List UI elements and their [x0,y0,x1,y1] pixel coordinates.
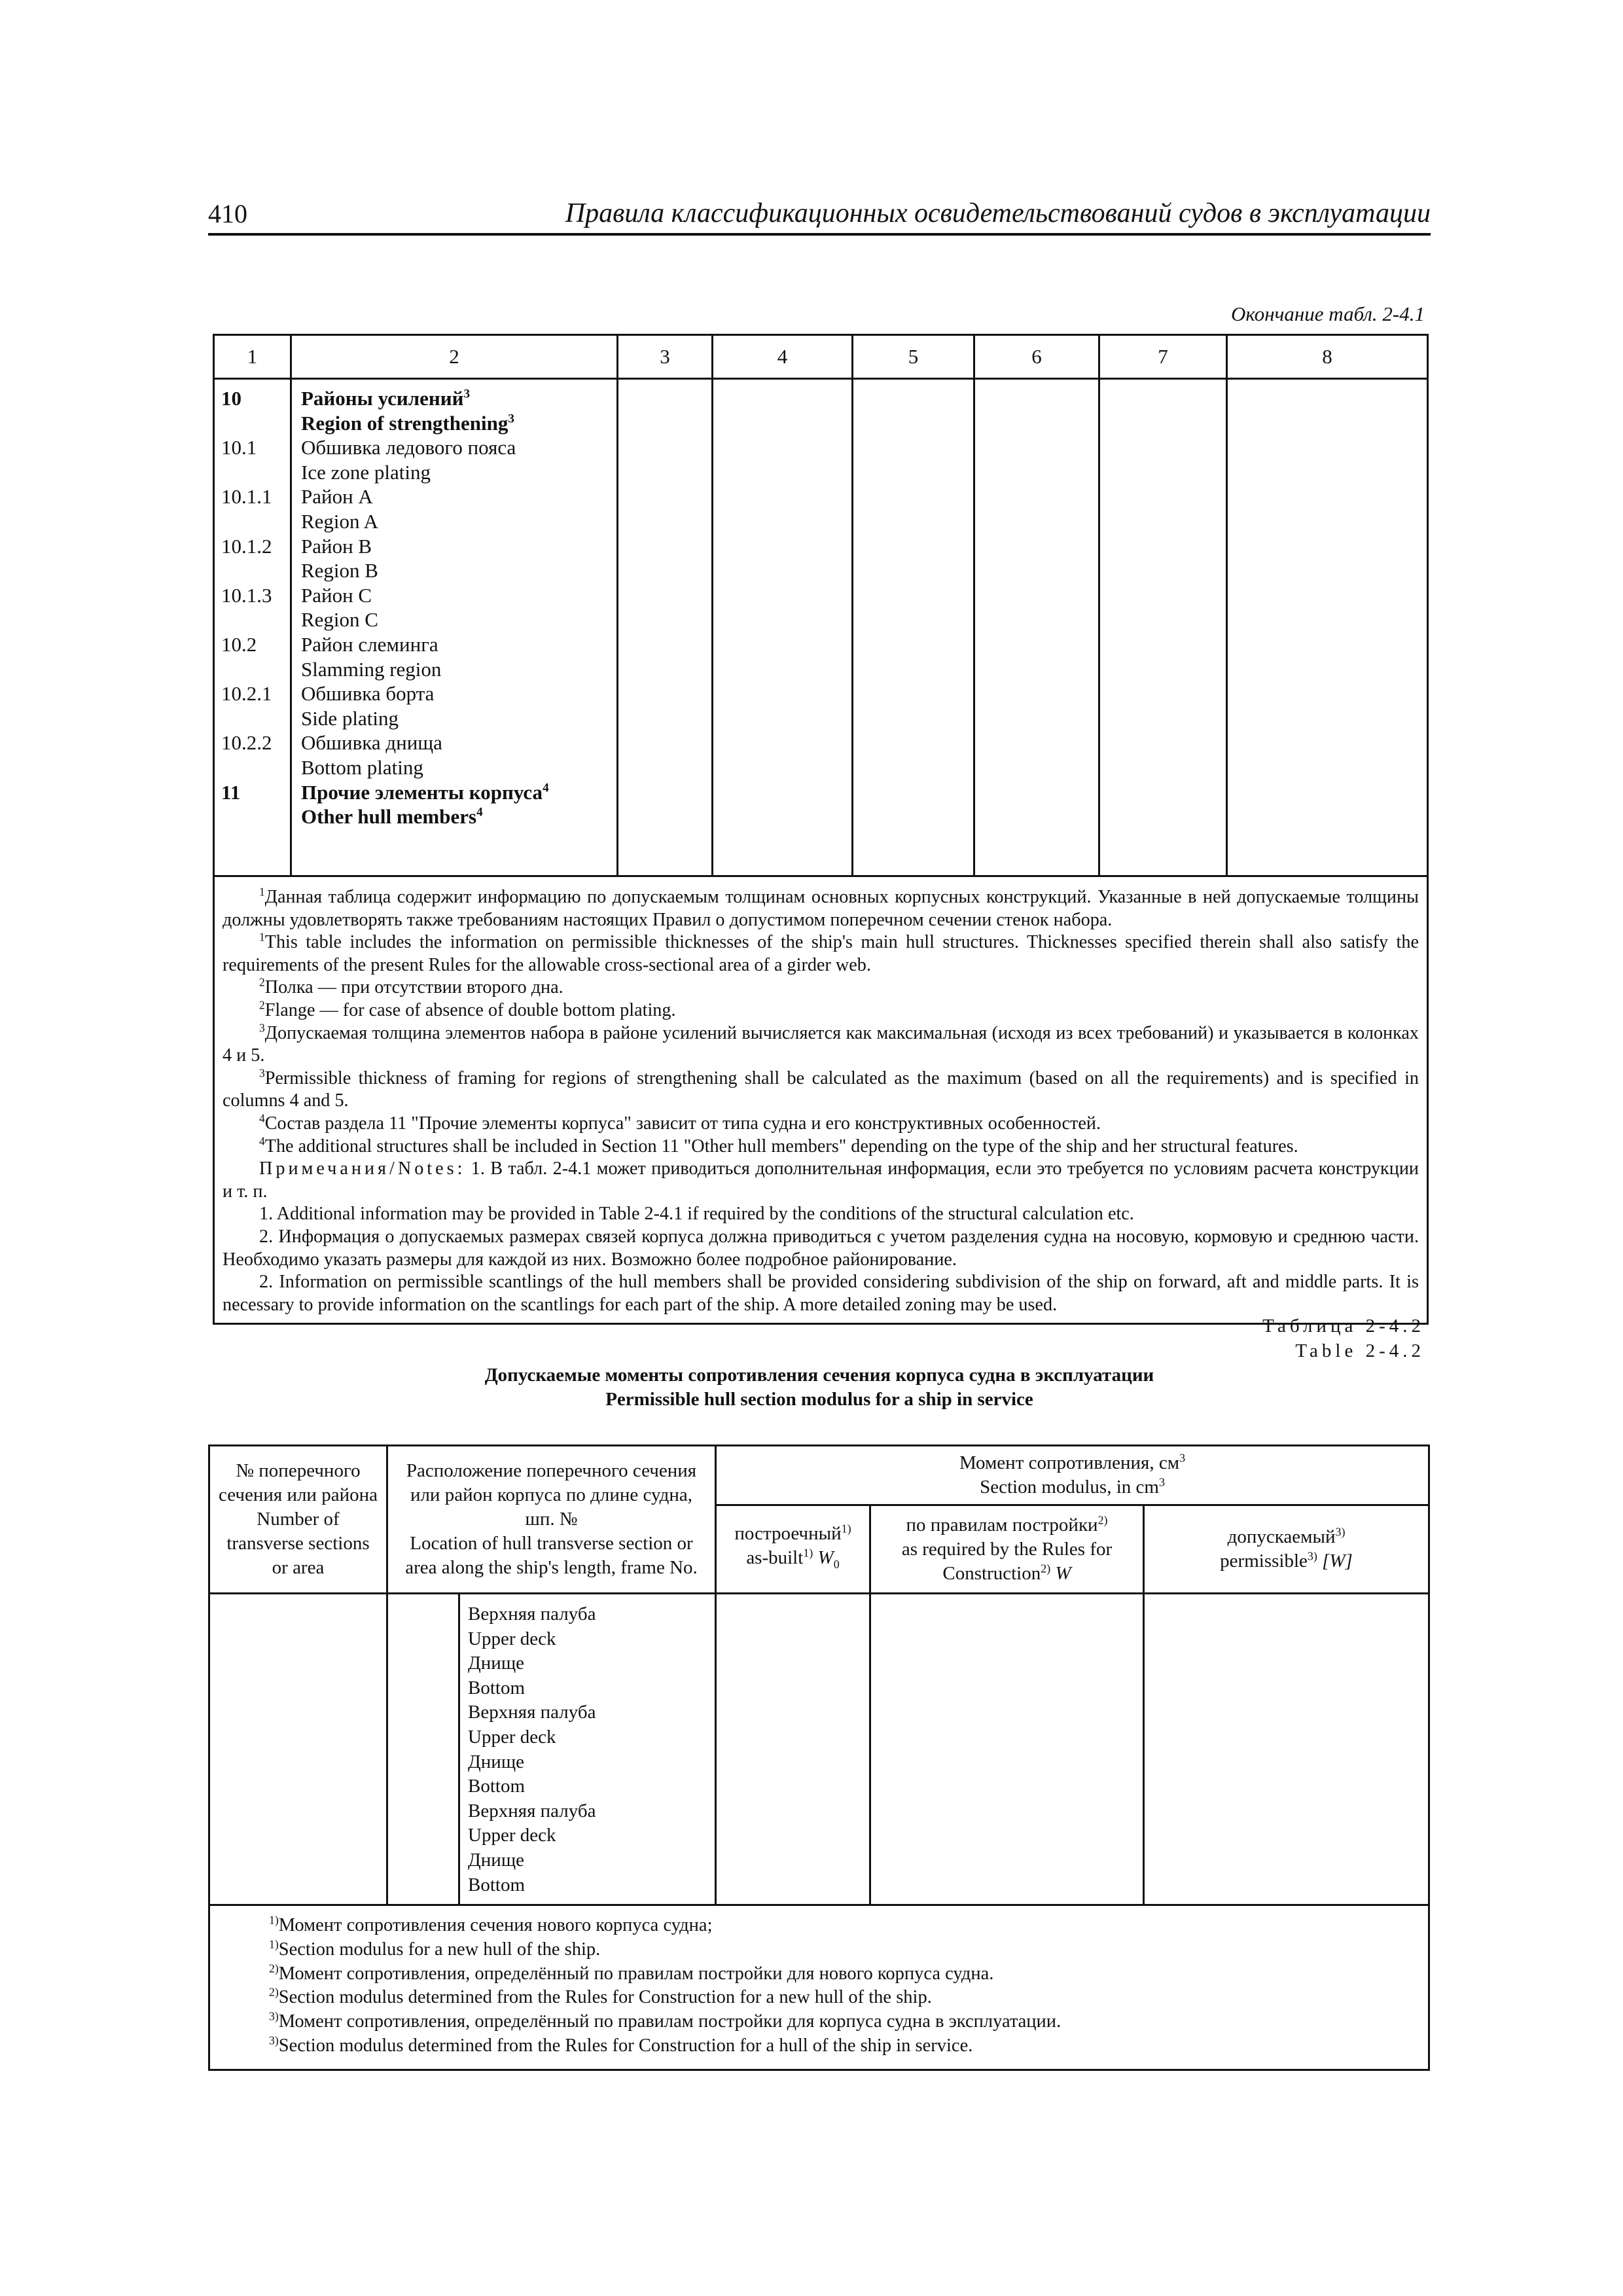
remarks-paragraph [223,1158,1419,1203]
row-number-spacer [215,460,290,485]
footnote-paragraph [217,1986,1421,2010]
row-name-en [292,755,616,780]
footnote-paragraph [217,1962,1421,1986]
row-name-en [292,509,616,534]
thickness-table [213,334,1429,1325]
row-name-ru [292,534,616,559]
row-name-en-text: Region B [301,559,378,583]
footnote-text: Section modulus for a new hull of the ship. [278,1939,601,1960]
footnote-mark: 2) [269,1962,279,1975]
table-body-row [209,1594,1429,1905]
footnote-mark: 1 [259,885,265,899]
table-title-ru: Допускаемые моменты сопротивления сечения корпуса судна в эксплуатации [484,1365,1154,1386]
deck-item: Bottom [468,1776,526,1797]
deck-item: Верхняя палуба [468,1702,596,1723]
row-name-en [292,804,616,829]
header-line: area along the ship's length, frame No. [405,1557,698,1578]
footnote-mark: 4 [259,1111,265,1125]
notes-row [214,876,1428,1324]
page-number: 410 [208,199,247,228]
empty-cell [716,1594,870,1905]
empty-cell [209,1594,387,1905]
row-name-ru-text: Обшивка ледового пояса [301,436,516,459]
deck-item: Днище [468,1653,525,1674]
footnote-mark: 2 [259,998,265,1012]
row-name-ru [292,435,616,460]
footnote-text: Section modulus determined from the Rules for Construction for a new hull of the ship. [278,1987,932,2008]
empty-cell [713,379,853,876]
footnote-mark: 3 [463,387,471,401]
row-name-en-text: Region A [301,509,378,533]
footnote-mark: 2) [269,1985,279,1999]
section-number-header [209,1446,387,1594]
deck-item: Upper deck [468,1726,556,1748]
note-text: Полка — при отсутствии второго дна. [264,977,563,998]
row-name-en [292,460,616,485]
row-name-ru [292,632,616,657]
as-built-header: построечный$^{1)}$ as-built$^{1)}$ $W_0$ [716,1505,870,1594]
table-number-ru: Таблица 2-4.2 [1262,1316,1425,1336]
note-paragraph [223,886,1419,931]
footnote-paragraph [217,2010,1421,2034]
empty-cell [1144,1594,1429,1905]
location-header [387,1446,716,1594]
note-text: Flange — for case of absence of double bottom plating. [264,999,676,1020]
row-number-spacer [215,411,290,436]
note-paragraph [223,931,1419,977]
footnote-mark: 4 [543,781,549,795]
footnote-mark: 2 [259,975,265,989]
footnotes-cell [209,1905,1429,2070]
column-header: 2 [291,335,618,379]
note-text: Допускаемая толщина элементов набора в районе усилений вычисляется как максимальная (исходя из всех требований) и указывается в колонках 4 и 5. [223,1022,1419,1066]
footnote-paragraph [217,1914,1421,1938]
rules-header: по правилам постройки$^{2)}$ as required by the Rules for Construction$^{2)}$ W [870,1505,1144,1594]
header-line: Расположение поперечного сечения [406,1460,697,1481]
empty-cell [618,379,713,876]
column-header: 7 [1099,335,1227,379]
running-header [208,196,1431,236]
table-continuation-label: Окончание табл. 2-4.1 [1231,302,1425,325]
header-line: transverse sections [226,1533,370,1554]
deck-item: Upper deck [468,1628,556,1649]
footnote-mark: 3 [259,1021,265,1035]
row-number-spacer [215,607,290,632]
footnotes-row [209,1905,1429,2070]
header-line: Number of [257,1509,340,1530]
row-name-ru [292,386,616,411]
footnote-mark: 3) [269,2034,279,2047]
row-number-spacer [215,804,290,829]
note-text: Состав раздела 11 "Прочие элементы корпуса" зависит от типа судна и его конструктивных особенностей. [264,1113,1101,1134]
empty-cell [387,1594,459,1905]
row-number-spacer [215,509,290,534]
row-name-en [292,558,616,583]
empty-cell [1227,379,1428,876]
row-name-en [292,607,616,632]
footnote-mark: 3) [269,2009,279,2023]
deck-item: Bottom [468,1677,526,1698]
remark-paragraph: 2. Информация о допускаемых размерах связей корпуса должна приводиться с учетом разделения судна на носовую, кормовую и среднюю части. Необходимо указать размеры для каждой из них. Возможно более подробное районирование. [223,1226,1419,1270]
header-line: Location of hull transverse section or [410,1533,693,1554]
row-name-ru-text: Район C [301,583,372,607]
row-number: 10.1 [221,436,257,459]
footnote-text: Момент сопротивления сечения нового корпуса судна; [278,1915,713,1935]
column-header: 8 [1227,335,1428,379]
footnote-mark: 4 [259,1134,265,1148]
footnote-mark: 1) [269,1937,279,1951]
row-name-ru [292,780,616,805]
row-number: 10.1.2 [221,534,272,558]
row-number: 10 [221,387,241,410]
row-number-spacer [215,657,290,682]
row-name-ru-text: Район A [301,485,373,509]
row-name-ru-text: Прочие элементы корпуса [301,780,543,804]
column-header: 6 [974,335,1099,379]
row-name-ru-text: Район B [301,534,372,558]
row-name-ru-text: Обшивка днища [301,731,442,755]
footnote-mark: 1) [269,1913,279,1927]
remark-paragraph: 1. Additional information may be provided in Table 2-4.1 if required by the conditions of the structural calculation etc. [259,1204,1134,1225]
row-name-ru-text: Район слеминга [301,632,438,656]
note-text: Данная таблица содержит информацию по допускаемым толщинам основных корпусных конструкций. Указанные в ней допускаемые толщины должны удовлетворять также требованиям настоящих Правил о допустимом поперечном сечении стенок набора. [223,887,1419,930]
row-number-spacer [215,706,290,731]
table-header-row [209,1446,1429,1505]
header-line: шп. № [525,1509,578,1530]
header-line: сечения или района [218,1484,378,1505]
footnote-text: Section modulus determined from the Rules for Construction for a hull of the ship in service. [278,2035,973,2056]
empty-cell [974,379,1099,876]
footnote-text: Момент сопротивления, определённый по правилам постройки для корпуса судна в эксплуатации. [278,2011,1061,2032]
row-name-ru [292,583,616,608]
header-line: № поперечного [236,1460,361,1481]
deck-item: Верхняя палуба [468,1800,596,1821]
row-name-en-text: Slamming region [301,657,442,681]
empty-cell [1099,379,1227,876]
empty-cell [853,379,974,876]
running-title: Правила классификационных освидетельствований судов в эксплуатации [565,198,1431,228]
header-line: или район корпуса по длине судна, [410,1484,693,1505]
column-header: 4 [713,335,853,379]
deck-item: Днище [468,1849,525,1871]
footnote-mark: 3 [259,1066,265,1080]
item-name-cell [291,379,618,876]
table-title-en: Permissible hull section modulus for a ship in service [605,1389,1033,1410]
note-paragraph [223,977,1419,999]
row-number: 10.2.1 [221,682,272,706]
table-number-en: Table 2-4.2 [1295,1340,1425,1361]
column-header: 1 [214,335,291,379]
remark-text: 1. В табл. 2-4.1 может приводиться дополнительная информация, если это требуется по условиям расчета конструкции и т. п. [223,1158,1419,1202]
footnote-text: Момент сопротивления, определённый по правилам постройки для нового корпуса судна. [278,1963,994,1984]
table-footnotes [210,1906,1428,2069]
row-number-spacer [215,755,290,780]
deck-item: Днище [468,1751,525,1772]
section-modulus-group-header: Момент сопротивления, $см^3$ Section modulus, in $cm^3$ [716,1446,1429,1505]
footnote-mark: 3 [508,412,514,426]
note-paragraph [223,999,1419,1022]
row-name-en-text: Ice zone plating [301,460,431,484]
footnote-paragraph [217,2034,1421,2058]
table-body-row [214,379,1428,876]
empty-cell [870,1594,1144,1905]
permissible-header: допускаемый$^{3)}$ permissible$^{3)}$ [W] [1144,1505,1429,1594]
row-number: 10.2 [221,632,257,656]
row-number: 11 [221,780,241,804]
footnote-mark: 4 [476,805,483,819]
row-name-en [292,411,616,436]
footnote-paragraph [217,1938,1421,1962]
row-name-ru-text: Районы усилений [301,387,464,410]
note-text: Permissible thickness of framing for regions of strengthening shall be calculated as the maximum (based on all the requirements) and is specified in columns 4 and 5. [223,1067,1419,1111]
row-name-ru [292,681,616,706]
remark-paragraph: 2. Information on permissible scantlings of the hull members shall be provided considering subdivision of the ship on forward, aft and middle parts. It is necessary to provide information on the scantlings for each part of the ship. A more detailed zoning may be used. [223,1272,1419,1315]
column-header: 5 [853,335,974,379]
row-name-en-text: Region of strengthening [301,411,508,435]
note-text: This table includes the information on permissible thicknesses of the ship's main hull structures. Thicknesses specified therein shall also satisfy the requirements of the present Rules for the allowable cross-sectional area of a girder web. [223,932,1419,975]
column-header: 3 [618,335,713,379]
row-name-ru [292,484,616,509]
deck-list-cell [459,1594,716,1905]
note-paragraph [223,1113,1419,1136]
note-paragraph [223,1136,1419,1158]
row-name-en [292,706,616,731]
footnote-mark: 1 [259,930,265,944]
section-modulus-table [208,1444,1430,2071]
row-number: 10.1.1 [221,485,272,509]
row-name-ru [292,730,616,755]
item-number-cell [214,379,291,876]
row-number-spacer [215,558,290,583]
row-number: 10.1.3 [221,583,272,607]
remarks-label: Примечания/Notes: [259,1158,466,1179]
row-name-en [292,657,616,682]
row-name-ru-text: Обшивка борта [301,682,435,706]
deck-item: Upper deck [468,1825,556,1846]
note-paragraph [223,1067,1419,1113]
notes-cell [214,876,1428,1324]
row-name-en-text: Bottom plating [301,755,423,779]
header-line: or area [272,1557,325,1578]
row-number: 10.2.2 [221,731,272,755]
deck-item: Верхняя палуба [468,1604,596,1624]
row-name-en-text: Other hull members [301,805,477,829]
table-header-row [214,335,1428,379]
row-name-en-text: Region C [301,608,378,632]
note-paragraph [223,1022,1419,1067]
row-name-en-text: Side plating [301,706,399,730]
table-notes [215,877,1427,1323]
deck-item: Bottom [468,1874,526,1895]
note-text: The additional structures shall be included in Section 11 "Other hull members" depending on the type of the ship and her structural features. [264,1136,1298,1157]
